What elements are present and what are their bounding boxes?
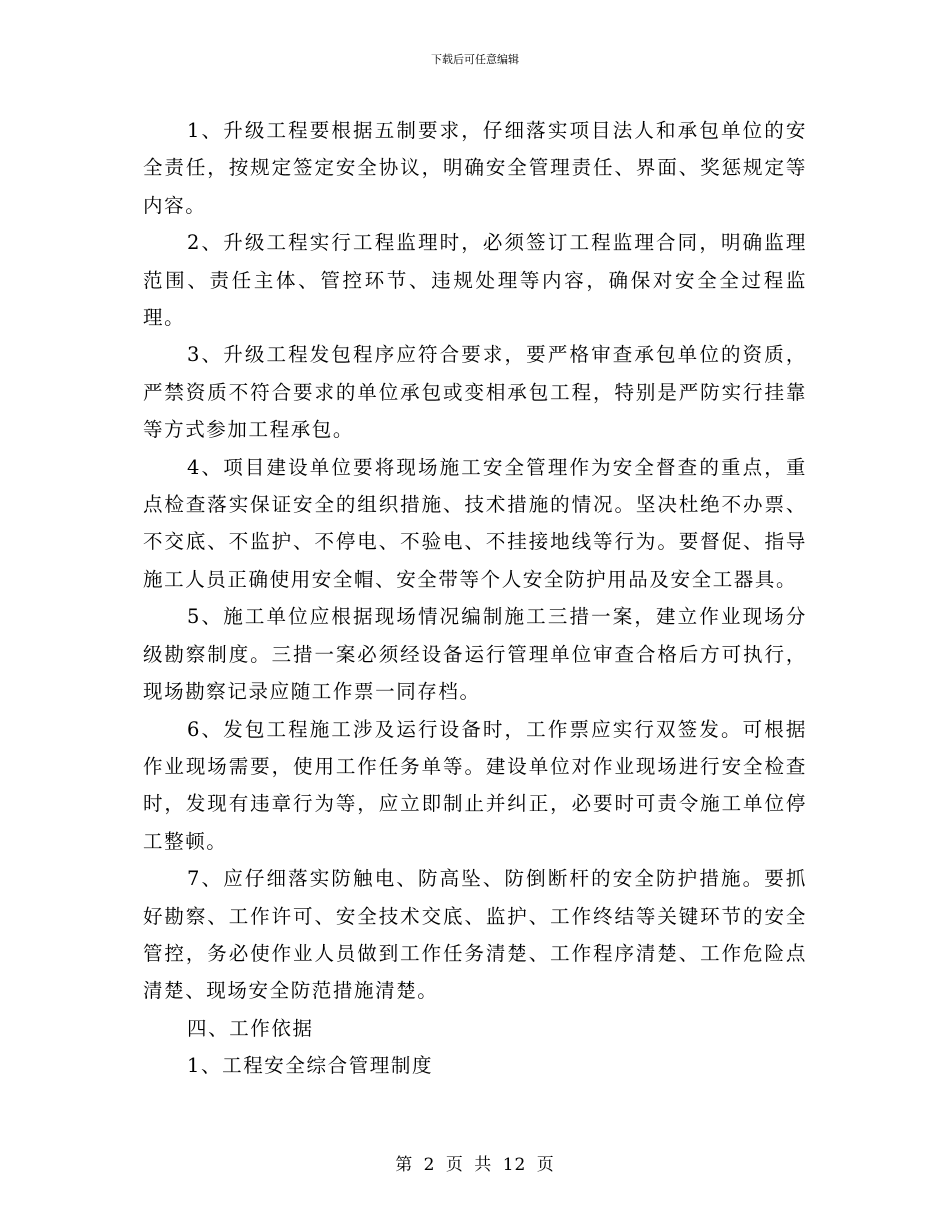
paragraph-5: 5、施工单位应根据现场情况编制施工三措一案，建立作业现场分级勘察制度。三措一案必须经设备运行管理单位审查合格后方可执行，现场勘察记录应随工作票一同存档。 xyxy=(143,605,807,704)
page-header: 下载后可任意编辑 xyxy=(431,53,519,66)
basis-item-1: 1、工程安全综合管理制度 xyxy=(187,1054,434,1078)
page-footer: 第 2 页 共 12 页 xyxy=(395,1155,555,1175)
paragraph-7: 7、应仔细落实防触电、防高坠、防倒断杆的安全防护措施。要抓好勘察、工作许可、安全技术交底、监护、工作终结等关键环节的安全管控，务必使作业人员做到工作任务清楚、工作程序清楚、工作危险点清楚、现场安全防范措施清楚。 xyxy=(143,867,807,1003)
document-body xyxy=(143,112,807,1085)
paragraph-2: 2、升级工程实行工程监理时，必须签订工程监理合同，明确监理范围、责任主体、管控环节、违规处理等内容，确保对安全全过程监理。 xyxy=(143,231,807,330)
paragraph-4: 4、项目建设单位要将现场施工安全管理作为安全督查的重点，重点检查落实保证安全的组织措施、技术措施的情况。坚决杜绝不办票、不交底、不监护、不停电、不验电、不挂接地线等行为。要督促、指导施工人员正确使用安全帽、安全带等个人安全防护用品及安全工器具。 xyxy=(143,455,807,591)
paragraph-1: 1、升级工程要根据五制要求，仔细落实项目法人和承包单位的安全责任，按规定签定安全协议，明确安全管理责任、界面、奖惩规定等内容。 xyxy=(143,119,807,217)
section-heading: 四、工作依据 xyxy=(187,1016,314,1040)
paragraph-3: 3、升级工程发包程序应符合要求，要严格审查承包单位的资质，严禁资质不符合要求的单位承包或变相承包工程，特别是严防实行挂靠等方式参加工程承包。 xyxy=(143,343,807,442)
paragraph-6: 6、发包工程施工涉及运行设备时，工作票应实行双签发。可根据作业现场需要，使用工作任务单等。建设单位对作业现场进行安全检查时，发现有违章行为等，应立即制止并纠正，必要时可责令施工单位停工整顿。 xyxy=(143,717,807,853)
